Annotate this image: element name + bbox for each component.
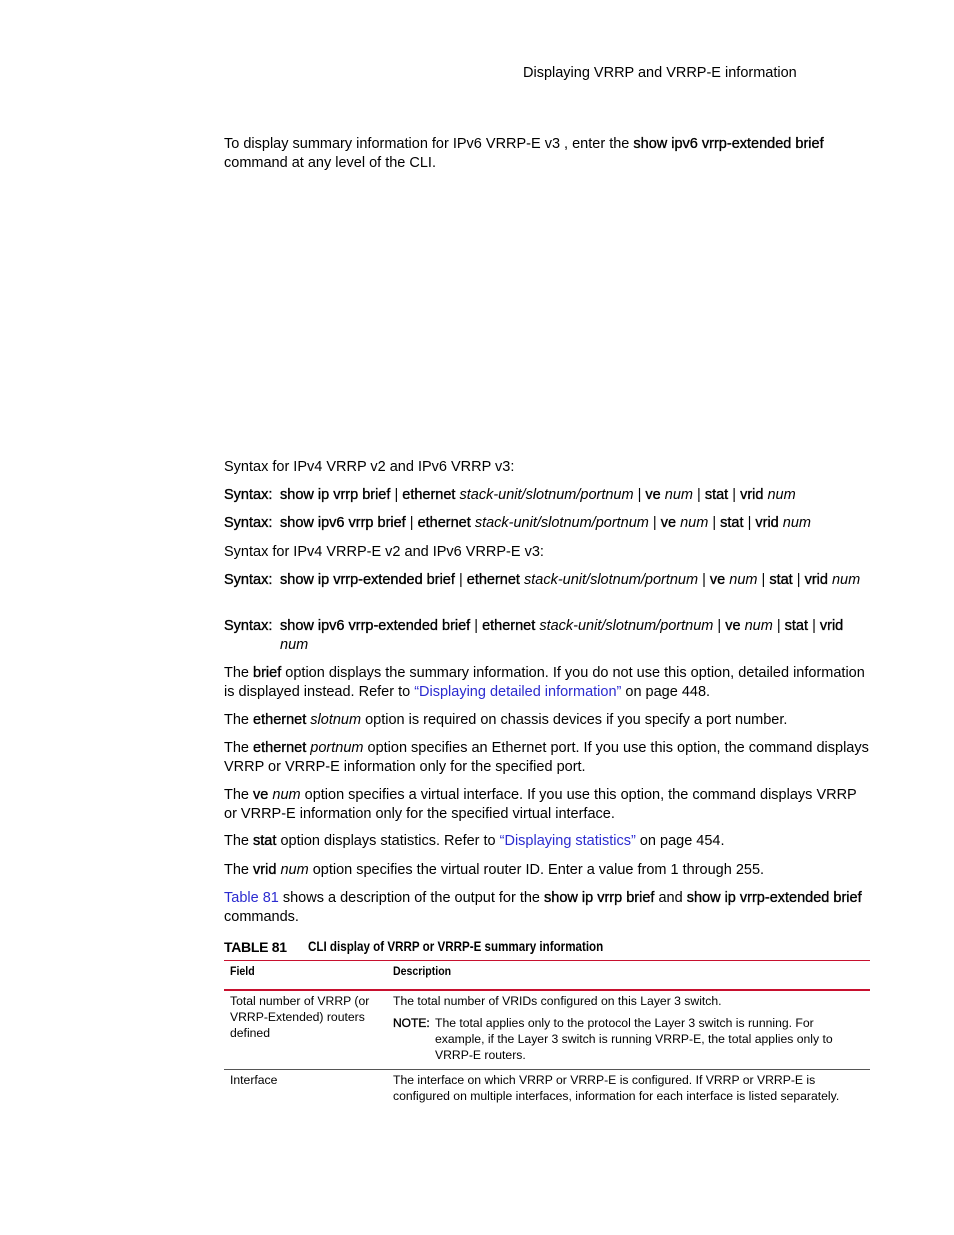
intro-paragraph: To display summary information for IPv6 VRRP-E v3 , enter the show ipv6 vrrp-extended brief command at any level of the CLI. bbox=[224, 136, 824, 171]
vrid-option-paragraph: The vrid num option specifies the virtual router ID. Enter a value from 1 through 255. bbox=[224, 862, 765, 878]
running-header: Displaying VRRP and VRRP-E information bbox=[523, 65, 797, 81]
syntax-line-4: Syntax: show ipv6 vrrp-extended brief | ethernet stack-unit/slotnum/portnum | ve num | stat | vrid num bbox=[224, 618, 844, 653]
link-table-81[interactable]: Table 81 bbox=[224, 890, 279, 906]
ethernet-slot-paragraph: The ethernet slotnum option is required on chassis devices if you specify a port number. bbox=[224, 712, 788, 728]
ve-option-paragraph: The ve num option specifies a virtual interface. If you use this option, the command displays VRRP or VRRP-E information only for the specified virtual interface. bbox=[224, 787, 857, 822]
syntax-line-2: Syntax: show ipv6 vrrp brief | ethernet stack-unit/slotnum/portnum | ve num | stat | vrid num bbox=[224, 515, 811, 531]
column-header-field: Field bbox=[230, 964, 255, 978]
note-text: The total applies only to the protocol the Layer 3 switch is running. For example, if the Layer 3 switch is running VRRP-E, the total applies only to VRRP-E routers. bbox=[435, 1016, 833, 1062]
syntax-line-3: Syntax: show ip vrrp-extended brief | ethernet stack-unit/slotnum/portnum | ve num | stat | vrid num bbox=[224, 572, 861, 588]
brief-option-paragraph: The brief option displays the summary information. If you do not use this option, detailed information is displayed instead. Refer to “Displaying detailed information” on page 448. bbox=[224, 665, 865, 700]
link-detailed-information[interactable]: “Displaying detailed information” bbox=[414, 684, 622, 700]
table-top-rule bbox=[224, 960, 870, 961]
table-title: CLI display of VRRP or VRRP-E summary information bbox=[308, 939, 604, 954]
syntax-line-1: Syntax: show ip vrrp brief | ethernet stack-unit/slotnum/portnum | ve num | stat | vrid num bbox=[224, 487, 796, 503]
note-label: NOTE: bbox=[393, 1016, 430, 1030]
column-header-description: Description bbox=[393, 964, 452, 978]
command-name: show ipv6 vrrp-extended brief bbox=[633, 136, 824, 152]
table-intro-paragraph: Table 81 shows a description of the output for the show ip vrrp brief and show ip vrrp-extended brief commands. bbox=[224, 890, 862, 925]
table-header-rule bbox=[224, 989, 870, 991]
syntax-heading-vrrp: Syntax for IPv4 VRRP v2 and IPv6 VRRP v3: bbox=[224, 459, 515, 475]
table-cell-field: Total number of VRRP (or VRRP-Extended) routers defined bbox=[230, 994, 370, 1040]
ethernet-port-paragraph: The ethernet portnum option specifies an Ethernet port. If you use this option, the command displays VRRP or VRRP-E information only for the specified port. bbox=[224, 740, 869, 775]
link-displaying-statistics[interactable]: “Displaying statistics” bbox=[499, 833, 636, 849]
table-cell-description: The interface on which VRRP or VRRP-E is configured. If VRRP or VRRP-E is configured on multiple interfaces, information for each interface is listed separately. bbox=[393, 1073, 840, 1103]
stat-option-paragraph: The stat option displays statistics. Refer to “Displaying statistics” on page 454. bbox=[224, 833, 725, 849]
table-cell-field: Interface bbox=[230, 1073, 278, 1087]
table-row-divider bbox=[224, 1069, 870, 1070]
table-number: TABLE 81 bbox=[224, 939, 287, 955]
table-cell-description: The total number of VRIDs configured on this Layer 3 switch. bbox=[393, 994, 722, 1008]
syntax-heading-vrrp-e: Syntax for IPv4 VRRP-E v2 and IPv6 VRRP-E v3: bbox=[224, 544, 544, 560]
